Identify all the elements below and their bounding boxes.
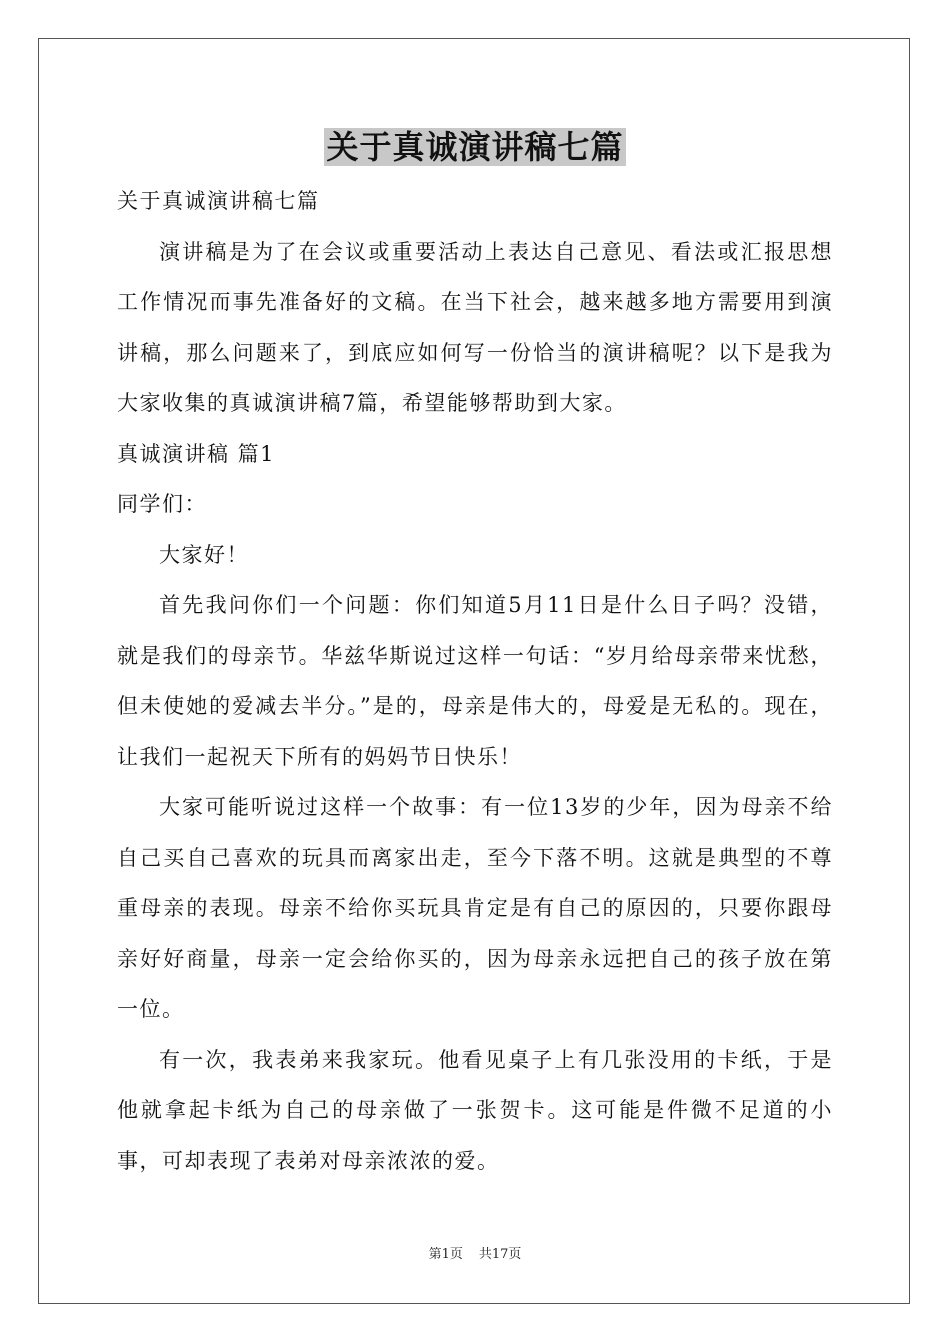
document-title-text: 关于真诚演讲稿七篇 [326, 128, 624, 166]
page-footer [0, 1246, 950, 1264]
page-number: 第1页 [428, 1247, 463, 1262]
paragraph-intro: 演讲稿是为了在会议或重要活动上表达自己意见、看法或汇报思想工作情况而事先准备好的文稿。在当下社会，越来越多地方需要用到演讲稿，那么问题来了，到底应如何写一份恰当的演讲稿呢？以下是我为大家收集的真诚演讲稿7篇，希望能够帮助到大家。 [117, 239, 833, 415]
section-heading: 真诚演讲稿 篇1 [117, 441, 276, 466]
paragraph-body: 首先我问你们一个问题：你们知道5月11日是什么日子吗？没错，就是我们的母亲节。华兹华斯说过这样一句话：“岁月给母亲带来忧愁，但未使她的爱减去半分。”是的，母亲是伟大的，母爱是无私的。现在，让我们一起祝天下所有的妈妈节日快乐！ [117, 593, 833, 769]
paragraph-body: 有一次，我表弟来我家玩。他看见桌子上有几张没用的卡纸，于是他就拿起卡纸为自己的母亲做了一张贺卡。这可能是件微不足道的小事，可却表现了表弟对母亲浓浓的爱。 [117, 1047, 833, 1173]
document-title [0, 125, 950, 169]
paragraph-greeting: 大家好！ [159, 542, 249, 567]
paragraph-salutation: 同学们： [117, 492, 207, 516]
document-body [117, 176, 833, 1186]
paragraph-body: 大家可能听说过这样一个故事：有一位13岁的少年，因为母亲不给自己买自己喜欢的玩具而离家出走，至今下落不明。这就是典型的不尊重母亲的表现。母亲不给你买玩具肯定是有自己的原因的，只要你跟母亲好好商量，母亲一定会给你买的，因为母亲永远把自己的孩子放在第一位。 [117, 795, 833, 1021]
page-total: 共17页 [478, 1247, 522, 1262]
paragraph-subtitle: 关于真诚演讲稿七篇 [117, 189, 320, 213]
